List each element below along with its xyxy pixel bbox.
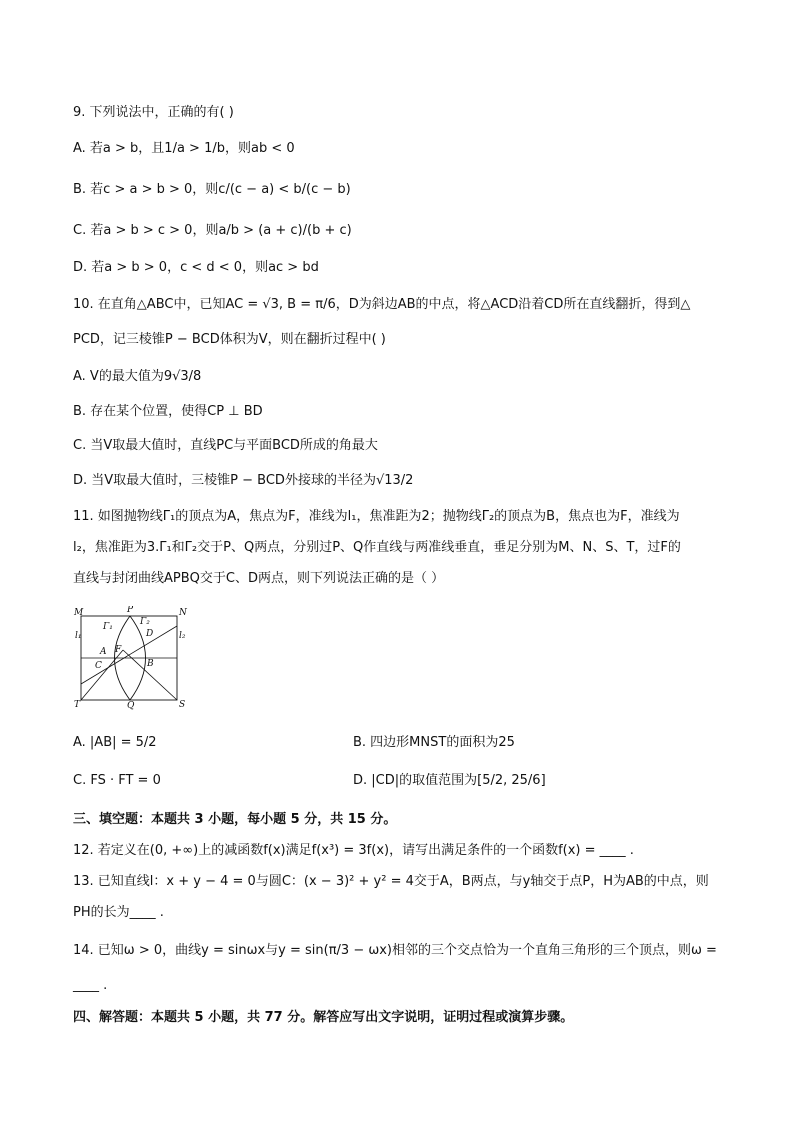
q11-stem-line3: 直线与封闭曲线APBQ交于C、D两点，则下列说法正确的是（ ） — [73, 571, 445, 586]
q10-stem-line1: 10. 在直角△ABC中，已知AC = √3, B = π/6，D为斜边AB的中点，将△ACD沿着CD所在直线翻折，得到△ — [73, 297, 691, 312]
label-gamma2: Γ₂ — [140, 617, 150, 627]
section-4-heading: 四、解答题：本题共 5 小题，共 77 分。解答应写出文字说明，证明过程或演算步骤。 — [73, 1010, 574, 1025]
q9-option-d: D. 若a > b > 0，c < d < 0，则ac > bd — [73, 260, 319, 275]
section-3-heading: 三、填空题：本题共 3 小题，每小题 5 分，共 15 分。 — [73, 812, 397, 827]
label-s: S — [179, 700, 186, 710]
q11-option-d: D. |CD|的取值范围为[5/2, 25/6] — [353, 773, 546, 788]
q10-option-b: B. 存在某个位置，使得CP ⊥ BD — [73, 404, 263, 419]
label-b: B — [147, 659, 154, 669]
label-a: A — [100, 647, 107, 657]
q11-option-a: A. |AB| = 5/2 — [73, 735, 157, 750]
label-p: P — [127, 606, 134, 615]
line-fs — [123, 650, 177, 700]
label-n: N — [179, 608, 187, 618]
label-m: M — [74, 608, 84, 618]
q10-stem-line2: PCD，记三棱锥P − BCD体积为V，则在翻折过程中( ) — [73, 332, 386, 347]
label-gamma1: Γ₁ — [103, 622, 113, 632]
q11-stem-line1: 11. 如图抛物线Γ₁的顶点为A，焦点为F，准线为l₁，焦准距为2；抛物线Γ₂的顶点为B，焦点也为F，准线为 — [73, 509, 680, 524]
q9-option-c: C. 若a > b > c > 0，则a/b > (a + c)/(b + c) — [73, 223, 352, 238]
q11-stem-line2: l₂，焦准距为3.Γ₁和Γ₂交于P、Q两点，分别过P、Q作直线与两准线垂直，垂足分别为M、N、S、T，过F的 — [73, 540, 681, 555]
q9-option-a: A. 若a > b，且1/a > 1/b，则ab < 0 — [73, 141, 295, 156]
line-cd — [81, 626, 177, 684]
q12-text: 12. 若定义在(0, +∞)上的减函数f(x)满足f(x³) = 3f(x)，请写出满足条件的一个函数f(x) = ____ . — [73, 843, 634, 858]
q11-option-b: B. 四边形MNST的面积为25 — [353, 735, 515, 750]
label-q: Q — [127, 701, 135, 710]
label-d: D — [146, 629, 154, 639]
label-l1: l₁ — [75, 631, 82, 641]
q14-line1: 14. 已知ω > 0，曲线y = sinωx与y = sin(π/3 − ωx)相邻的三个交点恰为一个直角三角形的三个顶点，则ω = — [73, 943, 717, 958]
parabola-figure — [73, 606, 193, 710]
q11-option-c: C. FS · FT = 0 — [73, 773, 161, 788]
q13-line2: PH的长为____ . — [73, 905, 164, 920]
q10-option-a: A. V的最大值为9√3/8 — [73, 369, 202, 384]
q13-line1: 13. 已知直线l：x + y − 4 = 0与圆C：(x − 3)² + y² = 4交于A，B两点，与y轴交于点P，H为AB的中点，则 — [73, 874, 709, 889]
label-c: C — [95, 661, 102, 671]
q10-option-c: C. 当V取最大值时，直线PC与平面BCD所成的角最大 — [73, 438, 378, 453]
q10-option-d: D. 当V取最大值时，三棱锥P − BCD外接球的半径为√13/2 — [73, 473, 414, 488]
label-l2: l₂ — [179, 631, 186, 641]
q14-line2: ____ . — [73, 978, 108, 993]
q9-stem: 9. 下列说法中，正确的有( ) — [73, 105, 234, 120]
label-f: F — [115, 645, 122, 655]
label-t: T — [74, 700, 81, 710]
q9-option-b: B. 若c > a > b > 0，则c/(c − a) < b/(c − b) — [73, 182, 351, 197]
